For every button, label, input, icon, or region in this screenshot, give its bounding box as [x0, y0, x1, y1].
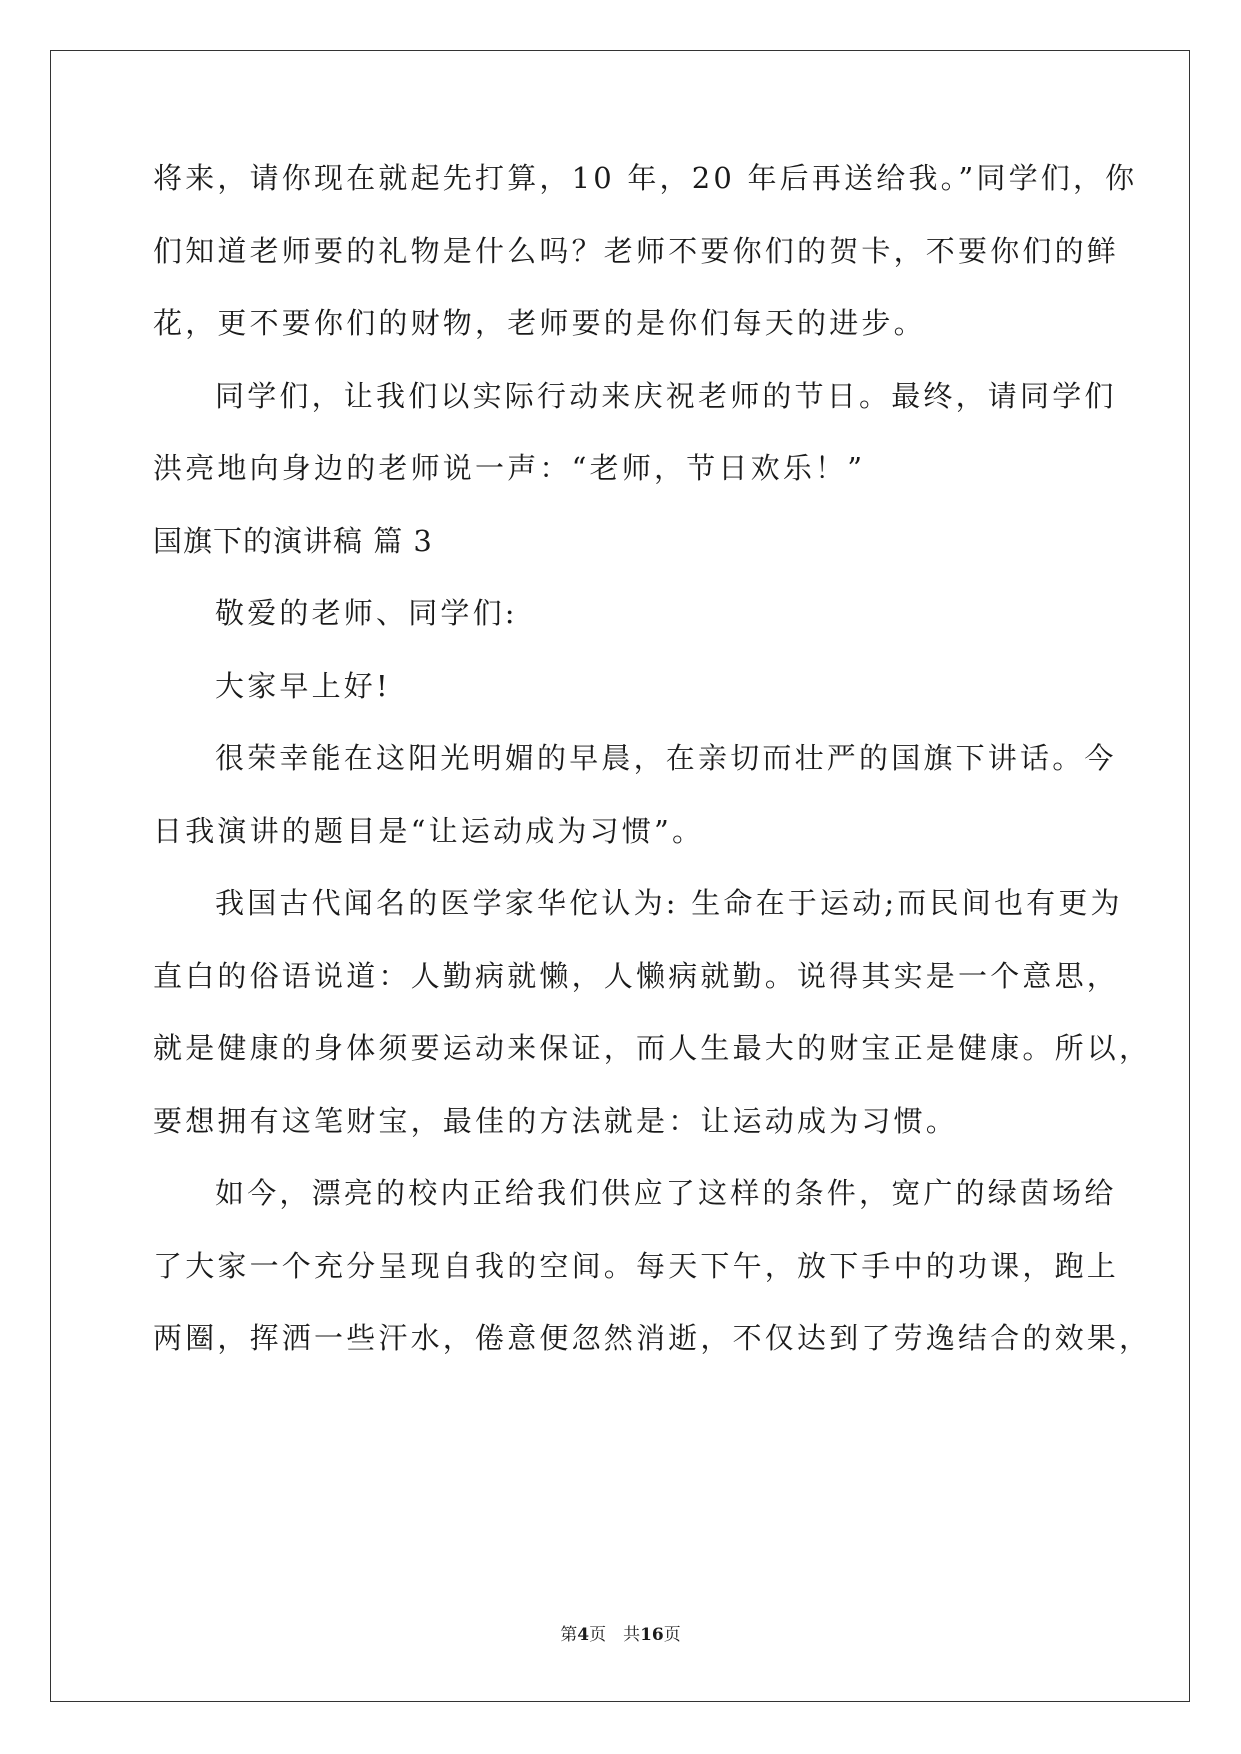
paragraph-line: 直白的俗语说道：人勤病就懒，人懒病就勤。说得其实是一个意思， — [153, 959, 1120, 993]
footer-suffix: 页 — [663, 1625, 681, 1645]
current-page-number: 4 — [577, 1625, 590, 1645]
page-footer — [0, 1623, 1241, 1647]
paragraph-line: 同学们，让我们以实际行动来庆祝老师的节日。最终，请同学们 — [215, 379, 1117, 413]
paragraph-line: 了大家一个充分呈现自我的空间。每天下午，放下手中的功课，跑上 — [153, 1249, 1120, 1283]
paragraph-line: 花，更不要你们的财物，老师要的是你们每天的进步。 — [153, 306, 926, 340]
paragraph-line: 将来，请你现在就起先打算，10 年，20 年后再送给我。”同学们，你 — [153, 161, 1138, 195]
section-heading: 国旗下的演讲稿 篇 3 — [153, 524, 433, 558]
paragraph-line: 日我演讲的题目是“让运动成为习惯”。 — [153, 814, 705, 848]
paragraph-line: 要想拥有这笔财宝，最佳的方法就是：让运动成为习惯。 — [153, 1104, 959, 1138]
page-border — [50, 50, 1190, 1702]
paragraph-line: 洪亮地向身边的老师说一声：“老师，节日欢乐！” — [153, 451, 866, 485]
footer-prefix: 第 — [560, 1625, 578, 1645]
paragraph-line: 两圈，挥洒一些汗水，倦意便忽然消逝，不仅达到了劳逸结合的效果， — [153, 1321, 1152, 1355]
paragraph-line: 如今，漂亮的校内正给我们供应了这样的条件，宽广的绿茵场给 — [215, 1176, 1117, 1210]
footer-mid: 页 共 — [589, 1625, 641, 1645]
paragraph-line: 很荣幸能在这阳光明媚的早晨，在亲切而壮严的国旗下讲话。今 — [215, 741, 1117, 775]
paragraph-line: 们知道老师要的礼物是什么吗？老师不要你们的贺卡，不要你们的鲜 — [153, 234, 1120, 268]
paragraph-line: 就是健康的身体须要运动来保证，而人生最大的财宝正是健康。所以， — [153, 1031, 1152, 1065]
greeting: 大家早上好! — [215, 669, 391, 703]
salutation: 敬爱的老师、同学们: — [215, 596, 518, 630]
total-page-count: 16 — [640, 1625, 664, 1645]
paragraph-line: 我国古代闻名的医学家华佗认为: 生命在于运动;而民间也有更为 — [215, 886, 1123, 920]
